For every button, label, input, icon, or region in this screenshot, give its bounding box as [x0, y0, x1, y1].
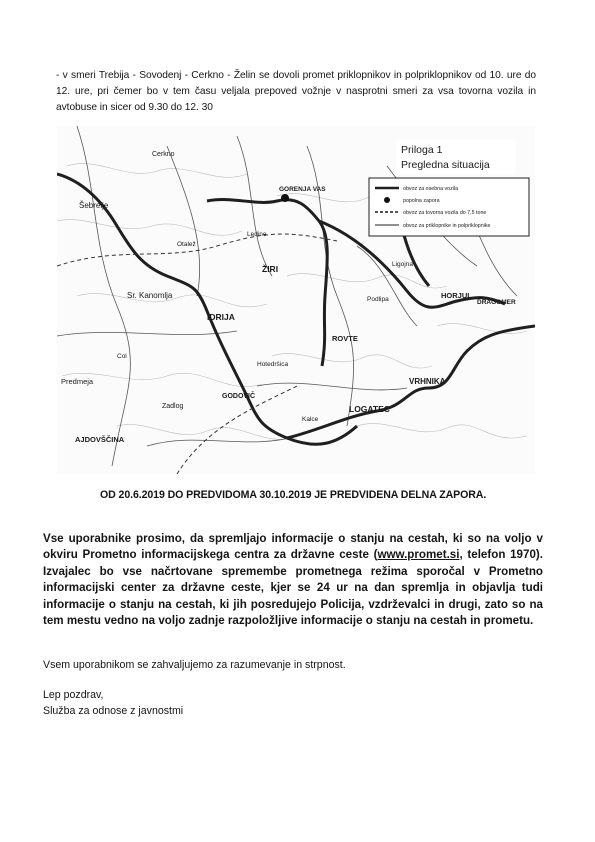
- info-text-part1: Vse uporabnike prosimo, da spremljajo informacije o stanju na cestah, ki so na voljo v okviru Prometno informacijskega centra za državne ceste (: [43, 532, 543, 562]
- place-podlipa: Podlipa: [367, 296, 389, 303]
- closure-marker: [281, 194, 289, 202]
- place-horjul: HORJUL: [441, 291, 472, 300]
- map-legend: [369, 178, 529, 236]
- closure-notice: OD 20.6.2019 DO PREDVIDOMA 30.10.2019 JE PREDVIDENA DELNA ZAPORA.: [100, 489, 487, 501]
- place-kanomlja: Sr. Kanomlja: [127, 291, 173, 300]
- annex-title: [397, 140, 515, 174]
- place-predmeja: Predmeja: [61, 377, 94, 386]
- place-otalez: Otalež: [177, 241, 196, 248]
- info-text-part2: , telefon 1970). Izvajalec bo vse načrtovane spremembe prometnega režima sporočal v Prometno informacijski center za državne ceste, kjer se 24 ur na dan spremlja in objavlja tudi informacije o stanju na cestah, ki jih posredujejo Policija, vzdrževalci in drugi, zato so na tem mestu vedno na voljo zadnje razpoložljive informacije o stanju na cestah in prometu.: [43, 548, 543, 628]
- legend-dot-closure: [384, 197, 390, 203]
- place-ligojna: Ligojna: [392, 261, 413, 268]
- place-ajdovscina: AJDOVŠČINA: [75, 435, 125, 444]
- intro-paragraph: - v smeri Trebija - Sovodenj - Cerkno - Želin se dovoli promet priklopnikov in polpriklopnikov od 10. ure do 12. ure, pri čemer bo v tem času veljala prepoved vožnje v nasprotni smeri za vsa tovorna vozila in avtobuse in sicer od 9.30 do 12. 30: [56, 70, 536, 113]
- place-logatec: LOGATEC: [349, 404, 390, 414]
- place-kalce: Kalce: [302, 416, 319, 423]
- promet-link[interactable]: www.promet.si: [377, 548, 460, 562]
- map-svg: [57, 126, 535, 474]
- overview-map: [57, 126, 535, 474]
- annex-subtitle-text: Pregledna situacija: [401, 159, 490, 171]
- annex-title-text: Priloga 1: [401, 144, 443, 156]
- signature-text: Služba za odnose z javnostmi: [43, 704, 184, 717]
- place-godovic: GODOVIČ: [222, 393, 256, 400]
- place-vrhnika: VRHNIKA: [409, 377, 446, 386]
- place-gorenja-vas: GORENJA VAS: [279, 186, 326, 193]
- place-ledine: Ledine: [247, 231, 267, 238]
- place-sebrelje: Šebrelje: [79, 201, 109, 210]
- place-idrija: IDRIJA: [207, 312, 235, 322]
- place-rovte: ROVTE: [332, 334, 358, 343]
- place-dragomer: DRAGOMER: [477, 299, 516, 306]
- closing-block: [43, 688, 183, 720]
- thanks-text: Vsem uporabnikom se zahvaljujemo za razumevanje in strpnost.: [43, 659, 346, 671]
- greeting-text: Lep pozdrav,: [43, 689, 104, 701]
- place-cerkno: Cerkno: [152, 151, 175, 158]
- place-hotedrsica: Hotedršica: [257, 361, 289, 368]
- legend-label-trailers: obvoz za priklopnike in polpriklopnike: [403, 223, 491, 229]
- legend-label-closure: popolna zapora: [403, 198, 440, 204]
- legend-label-trucks: obvoz za tovorna vozila do 7,5 tone: [403, 210, 487, 216]
- place-ziri: ŽIRI: [262, 264, 279, 274]
- info-paragraph: [43, 531, 543, 630]
- legend-label-cars: obvoz za osebna vozila: [403, 186, 459, 192]
- place-zadlog: Zadlog: [162, 403, 184, 410]
- place-col: Col: [117, 353, 127, 360]
